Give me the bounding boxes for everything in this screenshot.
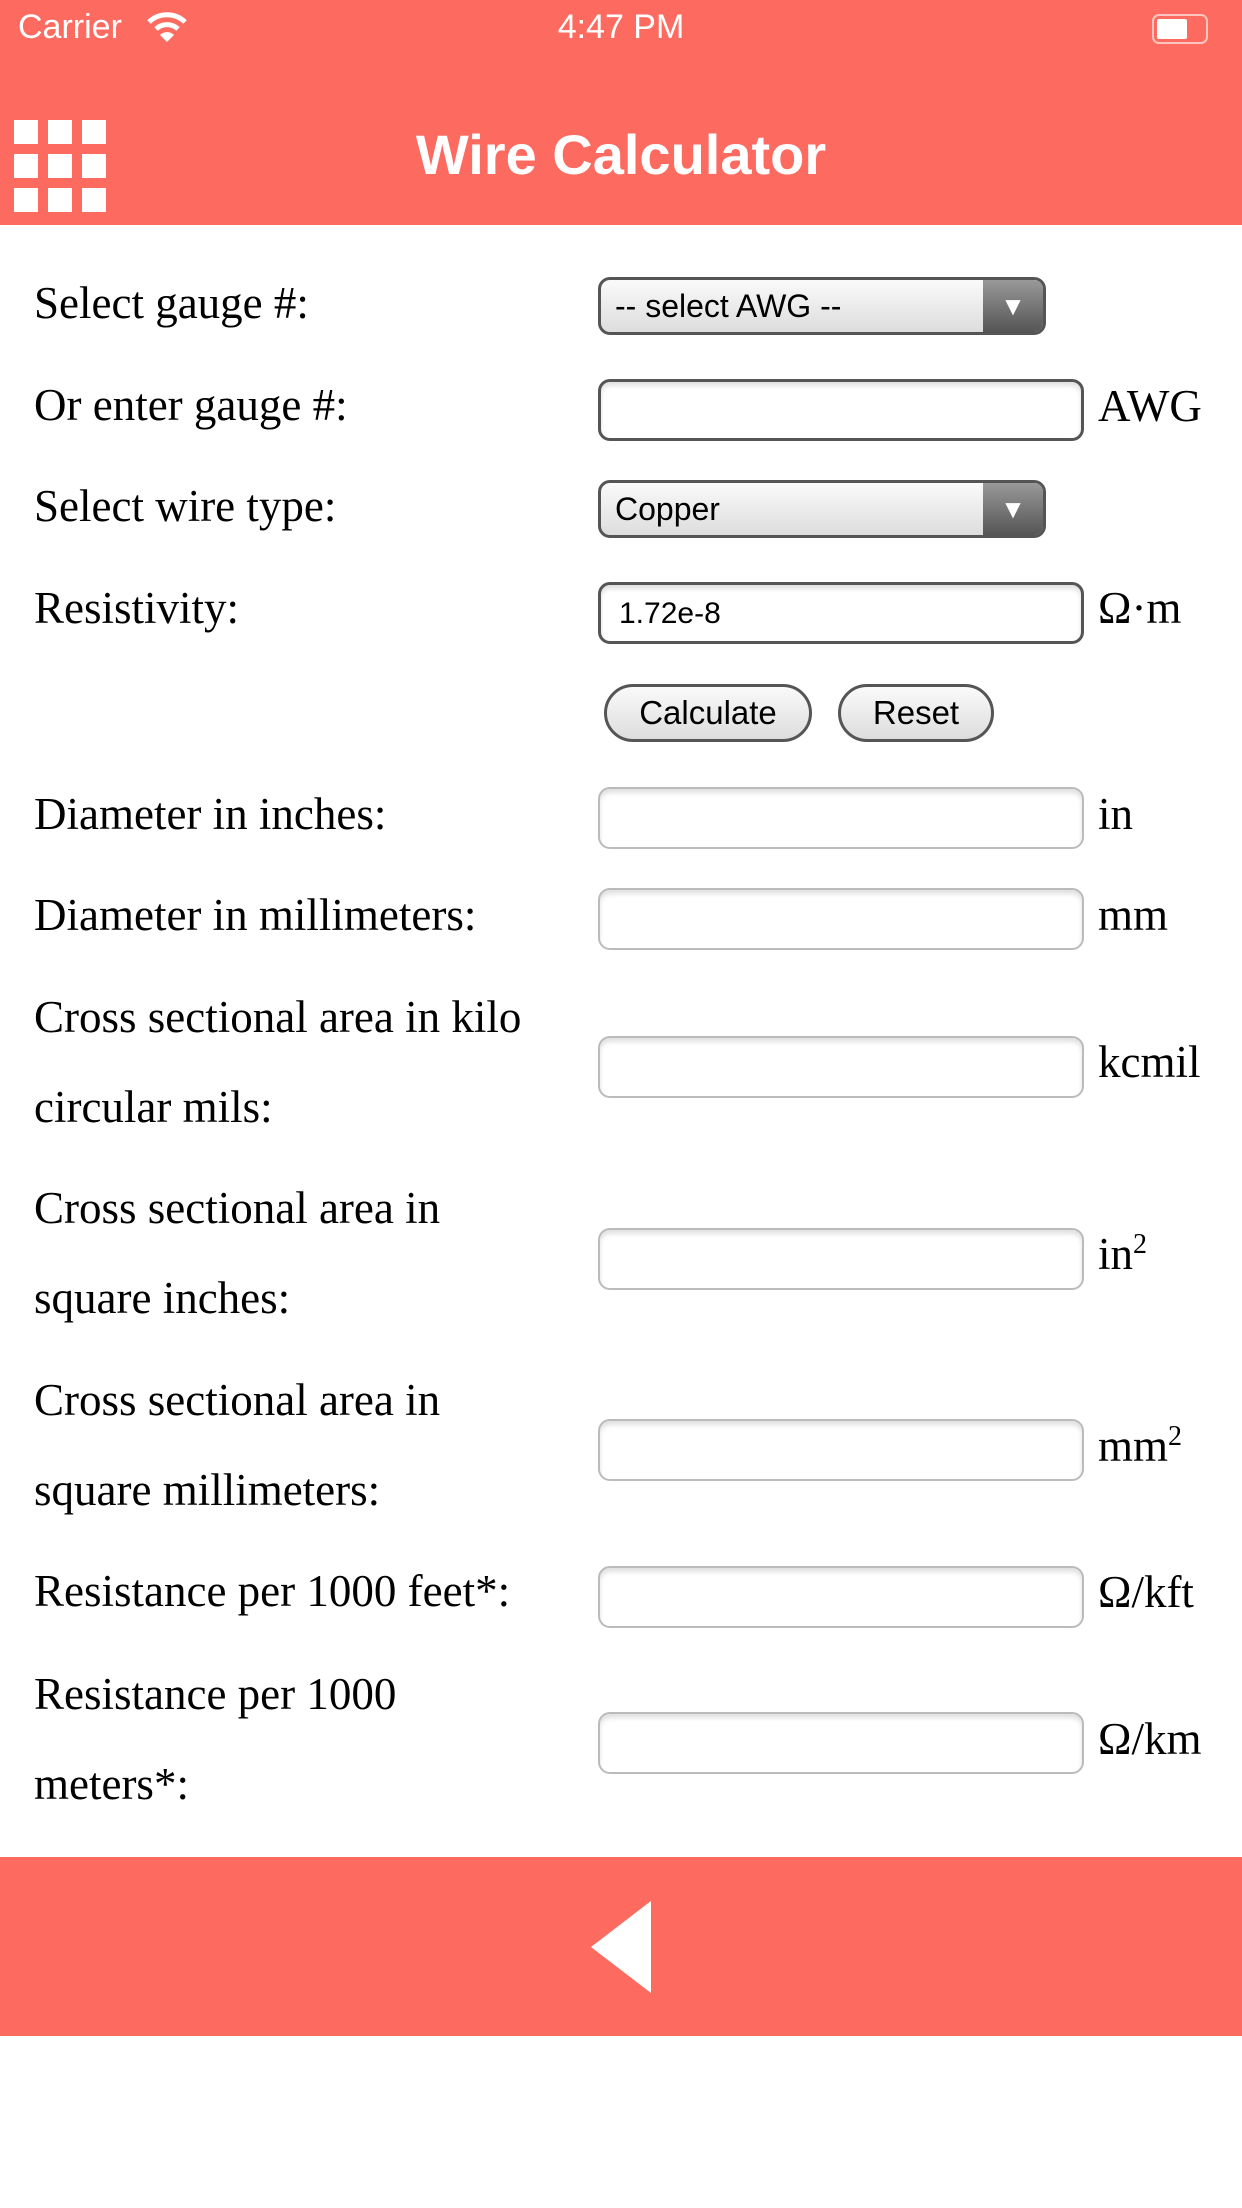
- resistivity-unit: Ω·m: [1098, 583, 1182, 633]
- in2-label-line1: Cross sectional area in: [34, 1183, 441, 1233]
- mm2-label-line1: Cross sectional area in: [34, 1375, 441, 1425]
- resistivity-label: Resistivity:: [34, 583, 240, 633]
- gauge-select-label: Select gauge #:: [34, 278, 309, 328]
- kcmil-label: [34, 972, 574, 1152]
- in2-output[interactable]: [598, 1228, 1084, 1290]
- kcmil-label-line2: circular mils:: [34, 1082, 273, 1132]
- kcmil-label-line1: Cross sectional area in kilo: [34, 992, 522, 1042]
- wire-type-label: Select wire type:: [34, 481, 337, 531]
- dia-in-unit: in: [1098, 789, 1134, 839]
- mm2-label: [34, 1355, 574, 1535]
- dia-in-label: Diameter in inches:: [34, 789, 387, 839]
- mm2-output[interactable]: [598, 1419, 1084, 1481]
- km-label-line1: Resistance per 1000: [34, 1669, 397, 1719]
- chevron-down-icon: ▼: [983, 280, 1043, 332]
- kcmil-unit: kcmil: [1098, 1037, 1201, 1087]
- reset-button[interactable]: Reset: [838, 684, 994, 742]
- header-bar: [0, 0, 1242, 225]
- footer-bar: [0, 1857, 1242, 2036]
- wire-type-value: Copper: [615, 491, 720, 527]
- back-arrow-icon[interactable]: [591, 1901, 651, 1993]
- clock: 4:47 PM: [557, 8, 685, 46]
- in2-label-line2: square inches:: [34, 1273, 291, 1323]
- km-unit: Ω/km: [1098, 1714, 1202, 1764]
- km-output[interactable]: [598, 1712, 1084, 1774]
- in2-label: [34, 1163, 574, 1343]
- kcmil-output[interactable]: [598, 1036, 1084, 1098]
- dia-mm-label: Diameter in millimeters:: [34, 890, 477, 940]
- page-title: Wire Calculator: [415, 123, 827, 186]
- wire-type-select[interactable]: [598, 480, 1046, 538]
- carrier-label: Carrier: [18, 8, 122, 46]
- dia-mm-output[interactable]: [598, 888, 1084, 950]
- chevron-down-icon: ▼: [983, 483, 1043, 535]
- battery-icon: [1152, 14, 1208, 44]
- gauge-unit: AWG: [1098, 381, 1202, 431]
- mm2-label-line2: square millimeters:: [34, 1465, 381, 1515]
- gauge-input-label: Or enter gauge #:: [34, 380, 348, 430]
- gauge-select-value: -- select AWG --: [615, 288, 842, 324]
- calculate-button[interactable]: Calculate: [604, 684, 812, 742]
- km-label: [34, 1649, 574, 1829]
- kft-unit: Ω/kft: [1098, 1567, 1194, 1617]
- dia-in-output[interactable]: [598, 787, 1084, 849]
- gauge-select[interactable]: [598, 277, 1046, 335]
- kft-output[interactable]: [598, 1566, 1084, 1628]
- mm2-unit: $mm^2$: [1098, 1421, 1183, 1471]
- km-label-line2: meters*:: [34, 1759, 189, 1809]
- resistivity-input[interactable]: 1.72e-8: [598, 582, 1084, 644]
- dia-mm-unit: mm: [1098, 890, 1169, 940]
- kft-label: Resistance per 1000 feet*:: [34, 1566, 511, 1616]
- in2-unit: $in^2$: [1098, 1229, 1148, 1279]
- gauge-input[interactable]: [598, 379, 1084, 441]
